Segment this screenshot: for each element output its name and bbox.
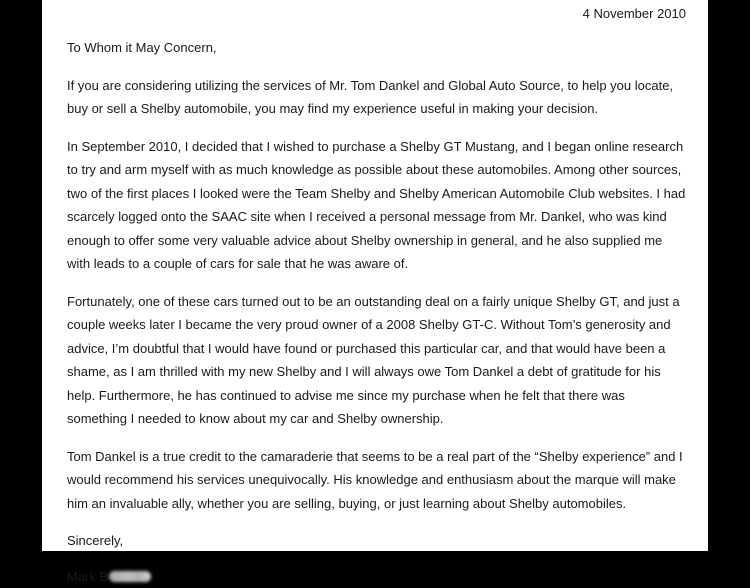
- salutation: To Whom it May Concern,: [67, 36, 687, 60]
- paragraph-purchase: Fortunately, one of these cars turned out to be an outstanding deal on a fairly unique Shelby GT, and just a couple weeks later I became the very proud owner of a 2008 Shelby GT-C. Without Tom’s generosity and advice, I’m doubtful that I would have found or purchased this particular car, and that would have been a shame, as I am thrilled with my new Shelby and I will always owe Tom Dankel a debt of gratitude for his help. Furthermore, he has continued to advise me since my purchase when he felt that there was something I needed to know about my car and Shelby ownership.: [67, 290, 687, 431]
- letter-body: [67, 36, 687, 588]
- letter-date: 4 November 2010: [583, 2, 686, 26]
- signature-name: Mark B: [67, 569, 108, 584]
- closing: Sincerely,: [67, 529, 687, 553]
- redacted-surname-blur: [109, 571, 151, 582]
- signature-line: [67, 565, 687, 588]
- letter-page: [42, 0, 708, 551]
- paragraph-background: In September 2010, I decided that I wished to purchase a Shelby GT Mustang, and I began online research to try and arm myself with as much knowledge as possible about these automobiles. Among other sources, two of the first places I looked were the Team Shelby and Shelby American Automobile Club websites. I had scarcely logged onto the SAAC site when I received a personal message from Mr. Dankel, who was kind enough to offer some very valuable advice about Shelby ownership in general, and he also supplied me with leads to a couple of cars for sale that he was aware of.: [67, 135, 687, 276]
- paragraph-recommendation: Tom Dankel is a true credit to the camaraderie that seems to be a real part of the “Shelby experience” and I would recommend his services unequivocally. His knowledge and enthusiasm about the marque will make him an invaluable ally, whether you are selling, buying, or just learning about Shelby automobiles.: [67, 445, 687, 516]
- paragraph-intro: If you are considering utilizing the services of Mr. Tom Dankel and Global Auto Source, to help you locate, buy or sell a Shelby automobile, you may find my experience useful in making your decision.: [67, 74, 687, 121]
